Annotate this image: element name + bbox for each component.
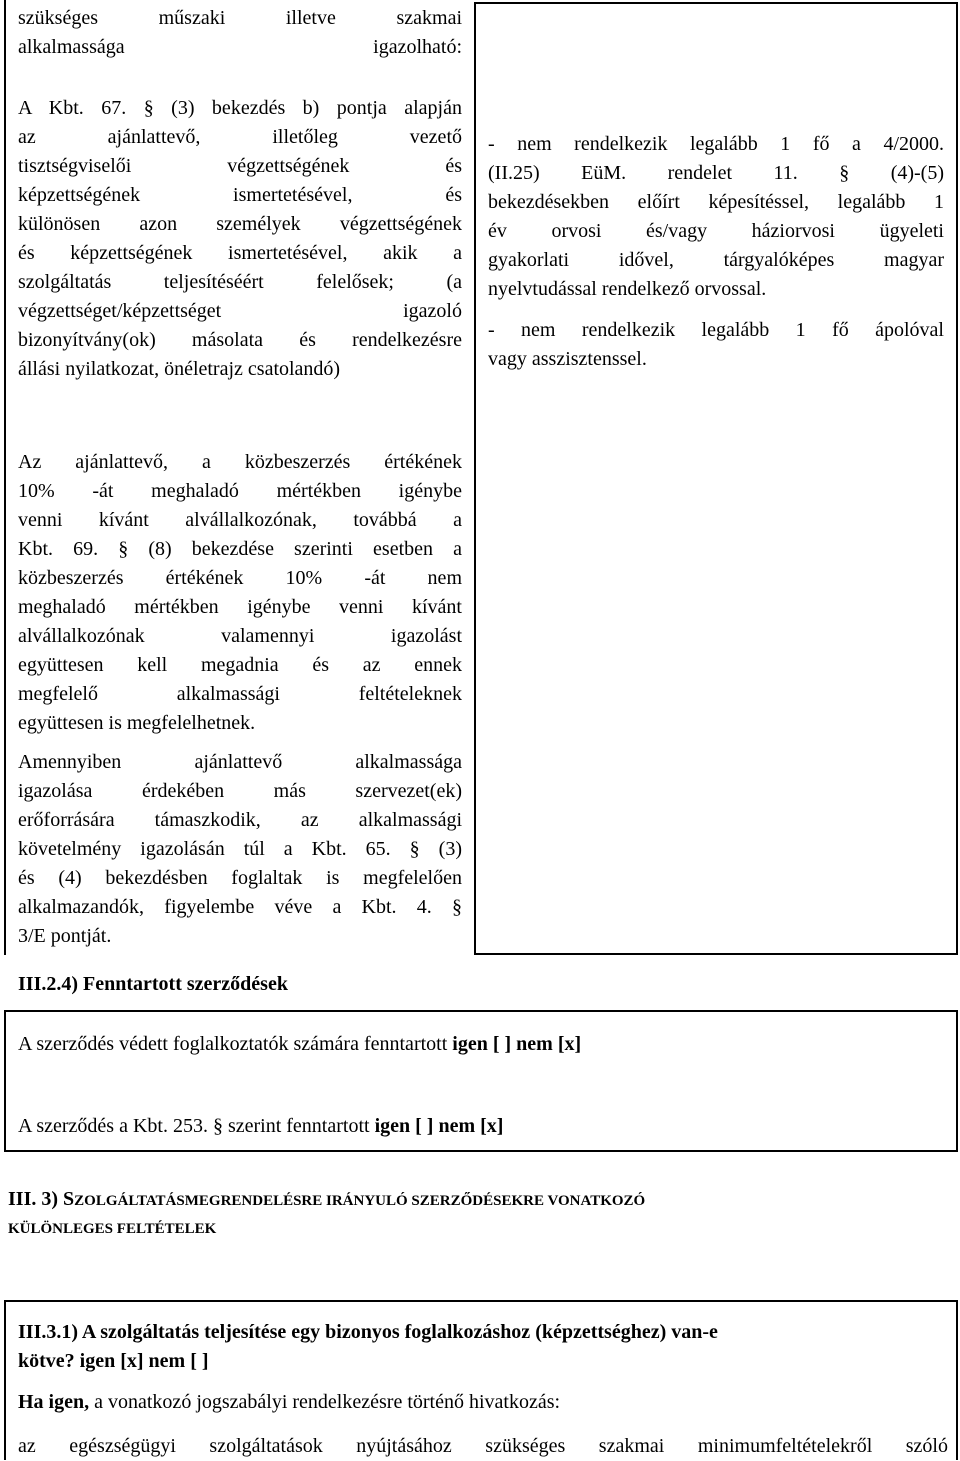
text-line: gyakorlati idővel, tárgyalóképes magyar [488,249,944,271]
text-line: szükséges műszaki illetve szakmai [18,7,462,29]
text-line: különösen azon személyek végzettségének [18,213,462,235]
reserved-line-1 [18,1030,581,1059]
left-para-4 [18,748,462,951]
text-line: meghaladó mértékben igénybe venni kívánt [18,596,462,618]
text-line: Az ajánlattevő, a közbeszerzés értékének [18,451,462,473]
reserved-line-1-text: A szerződés védett foglalkoztatók számára fenntartott [18,1033,453,1055]
text-line: venni kívánt alvállalkozónak, továbbá a [18,509,462,531]
text-line: és képzettségének ismertetésével, akik a [18,242,462,264]
text-line: - nem rendelkezik legalább 1 fő ápolóval [488,319,944,341]
heading-line-2: KÜLÖNLEGES FELTÉTELEK [8,1221,217,1237]
question-line-2: kötve? igen [x] nem [ ] [18,1350,209,1372]
regulation-line: az egészségügyi szolgáltatások nyújtásához szükséges szakmai minimumfeltételekről szóló [18,1435,948,1457]
text-line: 3/E pontját. [18,925,112,947]
right-para-2 [488,316,944,374]
text-line: képzettségének ismertetésével, és [18,184,462,206]
text-line: végzettséget/képzettséget igazoló [18,300,462,322]
heading-prefix: III. 3) S [8,1188,75,1210]
reference-bold: Ha igen, [18,1391,90,1413]
section-heading-III-3 [8,1184,948,1242]
text-line: az ajánlattevő, illetőleg vezető [18,126,462,148]
reserved-line-2 [18,1112,503,1141]
reserved-line-2-choice: igen [ ] nem [x] [374,1115,504,1137]
left-para-2 [18,94,462,384]
heading-text: III.2.4) Fenntartott szerződések [18,973,288,995]
question-line-1: III.3.1) A szolgáltatás teljesítése egy bizonyos foglalkozáshoz (képzettséghez) van-e [18,1321,718,1343]
text-line: (II.25) EüM. rendelet 11. § (4)-(5) [488,162,944,184]
text-line: bekezdésekben előírt képesítéssel, legalább 1 [488,191,944,213]
text-line: megfelelő alkalmassági feltételeknek [18,683,462,705]
text-line: Amennyiben ajánlattevő alkalmassága [18,751,462,773]
text-line: vagy asszisztenssel. [488,348,647,370]
text-line: Kbt. 69. § (8) bekezdése szerinti esetben a [18,538,462,560]
text-line: nyelvtudással rendelkező orvossal. [488,278,767,300]
text-line: - nem rendelkezik legalább 1 fő a 4/2000. [488,133,944,155]
text-line: A Kbt. 67. § (3) bekezdés b) pontja alapján [18,97,462,119]
text-line: alkalmazandók, figyelembe véve a Kbt. 4. § [18,896,462,918]
text-line: 10% -át meghaladó mértékben igénybe [18,480,462,502]
text-line: igazolása érdekében más szervezet(ek) [18,780,462,802]
right-column [488,130,944,374]
text-line: együttesen kell megadnia és az ennek [18,654,462,676]
heading-smallcaps: ZOLGÁLTATÁSMEGRENDELÉSRE IRÁNYULÓ SZERZŐDÉSEKRE VONATKOZÓ [74,1193,646,1209]
text-line: követelmény igazolásán túl a Kbt. 65. § (3) [18,838,462,860]
right-para-1 [488,130,944,304]
heading-line-1 [8,1184,948,1216]
text-line: szolgáltatás teljesítéséért felelősek; (a [18,271,462,293]
text-line: és (4) bekezdésben foglaltak is megfelelően [18,867,462,889]
reference-line [18,1388,560,1417]
text-line: év orvosi és/vagy háziorvosi ügyeleti [488,220,944,242]
text-line: alvállalkozónak valamennyi igazolást [18,625,462,647]
occupation-question [18,1318,948,1376]
text-line: erőforrására támaszkodik, az alkalmassági [18,809,462,831]
left-column [18,4,462,951]
text-line: tisztségviselői végzettségének és [18,155,462,177]
reserved-line-2-text: A szerződés a Kbt. 253. § szerint fenntartott [18,1115,375,1137]
table-left-border [4,0,6,955]
text-line: együttesen is megfelelhetnek. [18,712,256,734]
left-para-1 [18,4,462,62]
text-line: bizonyítvány(ok) másolata és rendelkezésre [18,329,462,351]
reference-text: a vonatkozó jogszabályi rendelkezésre történő hivatkozás: [89,1391,561,1413]
reserved-line-1-choice: igen [ ] nem [x] [452,1033,582,1055]
occupation-box [4,1300,958,1460]
section-heading-III-2-4 [18,970,718,999]
reserved-contracts-box [4,1010,958,1152]
text-line: közbeszerzés értékének 10% -át nem [18,567,462,589]
left-para-3 [18,448,462,738]
text-line: állási nyilatkozat, önéletrajz csatolandó) [18,358,341,380]
text-line: alkalmassága igazolható: [18,36,462,58]
